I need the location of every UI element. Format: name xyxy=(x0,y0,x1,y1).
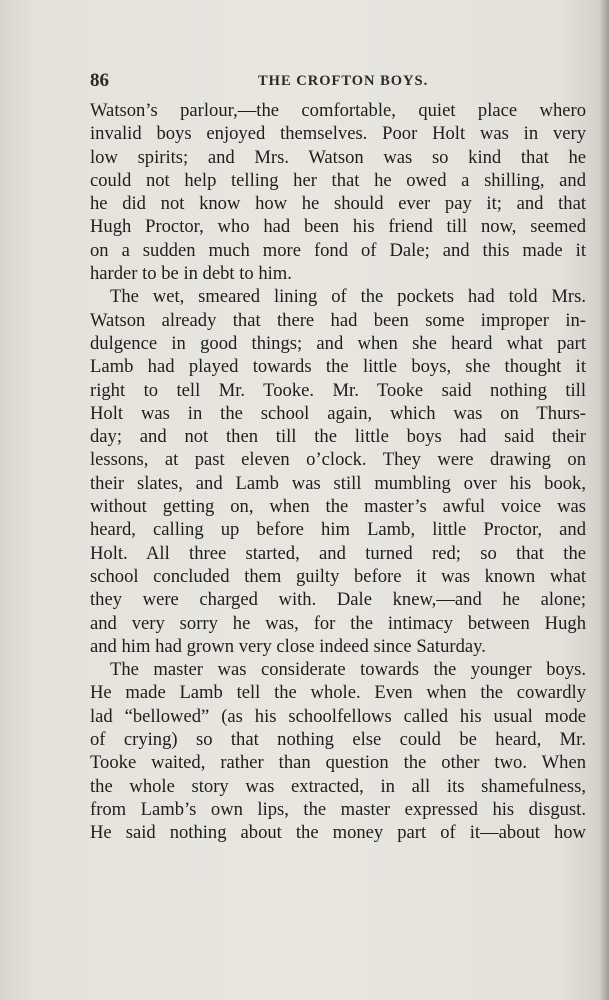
text-line: school concluded them guilty before it was known what xyxy=(90,565,586,587)
text-line: Holt. All three started, and turned red; so that the xyxy=(90,542,586,564)
text-line: He said nothing about the money part of it—about how xyxy=(90,822,586,844)
text-line: The wet, smeared lining of the pockets had told Mrs. xyxy=(110,286,586,308)
text-line: dulgence in good things; and when she heard what part xyxy=(90,332,586,354)
text-line: day; and not then till the little boys had said their xyxy=(90,426,586,448)
running-title: THE CROFTON BOYS. xyxy=(258,73,429,89)
text-line: right to tell Mr. Tooke. Mr. Tooke said nothing till xyxy=(90,379,586,401)
text-line: lessons, at past eleven o’clock. They were drawing on xyxy=(90,449,586,471)
text-line: and him had grown very close indeed since Saturday. xyxy=(90,635,486,657)
text-line: the whole story was extracted, in all its shamefulness, xyxy=(90,775,586,797)
page-header xyxy=(90,70,586,94)
text-line: of crying) so that nothing else could be heard, Mr. xyxy=(90,729,586,751)
text-line: could not help telling her that he owed a shilling, and xyxy=(90,169,586,191)
text-line: low spirits; and Mrs. Watson was so kind that he xyxy=(90,146,586,168)
text-line: He made Lamb tell the whole. Even when the cowardly xyxy=(90,682,586,704)
text-line: Holt was in the school again, which was on Thurs- xyxy=(90,402,586,424)
body-text xyxy=(90,99,586,845)
text-line: invalid boys enjoyed themselves. Poor Holt was in very xyxy=(90,123,586,145)
page-number: 86 xyxy=(90,70,109,91)
text-line: and very sorry he was, for the intimacy between Hugh xyxy=(90,612,586,634)
text-line: Hugh Proctor, who had been his friend till now, seemed xyxy=(90,216,586,238)
text-line: harder to be in debt to him. xyxy=(90,263,292,285)
text-line: Lamb had played towards the little boys, she thought it xyxy=(90,356,586,378)
text-line: Tooke waited, rather than question the other two. When xyxy=(90,752,586,774)
text-line: he did not know how he should ever pay it; and that xyxy=(90,193,586,215)
page-edge-shadow xyxy=(599,0,609,1000)
text-line: they were charged with. Dale knew,—and he alone; xyxy=(90,589,586,611)
text-line: heard, calling up before him Lamb, little Proctor, and xyxy=(90,519,586,541)
text-line: Watson already that there had been some improper in- xyxy=(90,309,586,331)
text-line: on a sudden much more fond of Dale; and this made it xyxy=(90,239,586,261)
text-line: their slates, and Lamb was still mumbling over his book, xyxy=(90,472,586,494)
text-line: from Lamb’s own lips, the master expressed his disgust. xyxy=(90,798,586,820)
text-line: without getting on, when the master’s awful voice was xyxy=(90,496,586,518)
text-line: lad “bellowed” (as his schoolfellows called his usual mode xyxy=(90,705,586,727)
text-line: Watson’s parlour,—the comfortable, quiet place whero xyxy=(90,100,586,121)
text-line: The master was considerate towards the younger boys. xyxy=(110,659,586,681)
